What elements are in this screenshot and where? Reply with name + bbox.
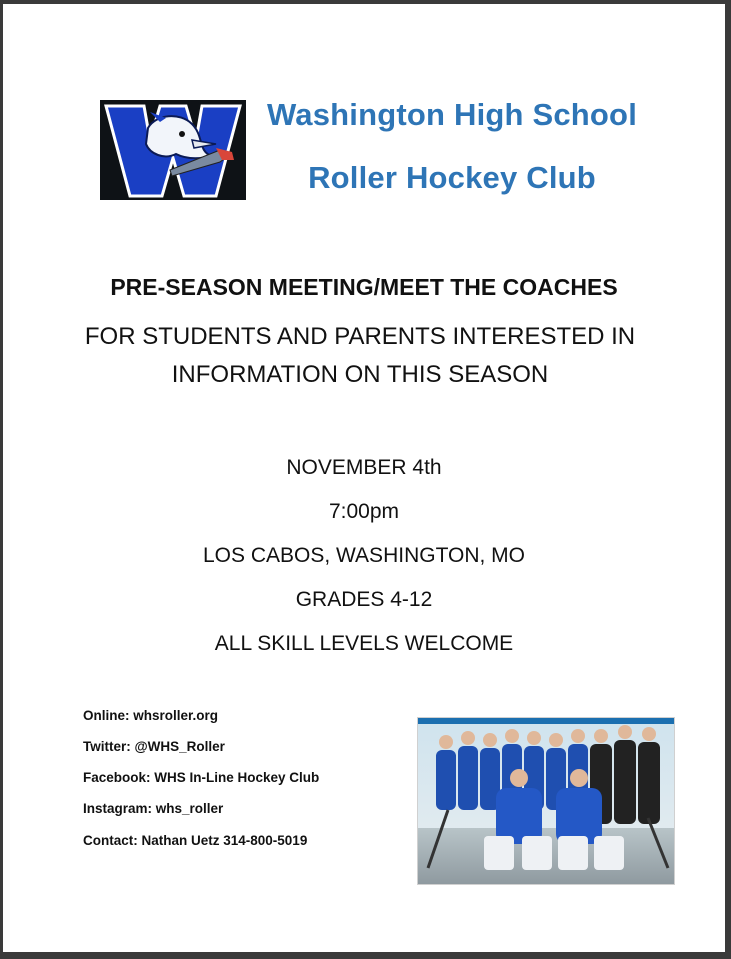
contact-phone: Contact: Nathan Uetz 314-800-5019 xyxy=(83,833,308,848)
meeting-headline: PRE-SEASON MEETING/MEET THE COACHES xyxy=(110,274,618,300)
subtitle-line2: INFORMATION ON THIS SEASON xyxy=(171,361,549,388)
grades-info: GRADES 4-12 xyxy=(295,588,433,611)
subtitle-line1: FOR STUDENTS AND PARENTS INTERESTED IN xyxy=(84,323,636,350)
twitter-handle[interactable]: Twitter: @WHS_Roller xyxy=(83,739,225,754)
facebook-page[interactable]: Facebook: WHS In-Line Hockey Club xyxy=(83,770,320,785)
meeting-location: LOS CABOS, WASHINGTON, MO xyxy=(202,544,526,567)
website-link[interactable]: Online: whsroller.org xyxy=(83,708,219,723)
meeting-time: 7:00pm xyxy=(328,500,400,523)
meeting-subtitle xyxy=(63,318,657,394)
instagram-handle[interactable]: Instagram: whs_roller xyxy=(83,801,224,816)
club-title-line1: Washington High School xyxy=(266,97,638,132)
team-photo xyxy=(417,717,675,885)
club-title-line2: Roller Hockey Club xyxy=(308,160,596,195)
meeting-date: NOVEMBER 4th xyxy=(286,456,442,479)
team-photo-image xyxy=(418,718,674,884)
skill-levels: ALL SKILL LEVELS WELCOME xyxy=(214,632,514,655)
flyer-page xyxy=(3,4,725,952)
